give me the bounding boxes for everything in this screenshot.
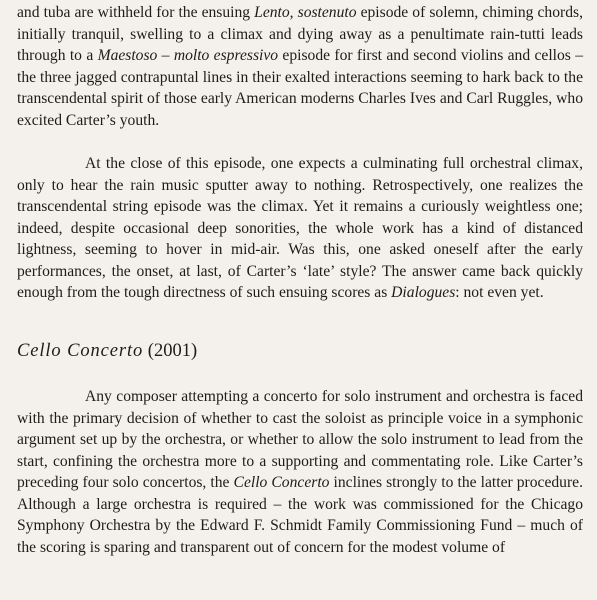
paragraph-1-text-b: episode of solemn, chiming chords, initially tranquil, swelling to a climax and dying away as a penultimate rain-tutti leads through to a xyxy=(17,4,583,64)
paragraph-2-italic-a: Dialogues xyxy=(391,284,456,301)
section-heading-title: Cello Concerto xyxy=(17,341,144,361)
paragraph-2-text-b: : not even yet. xyxy=(455,284,544,301)
paragraph-1-italic-a: Lento, sostenuto xyxy=(254,4,357,21)
section-heading-year: (2001) xyxy=(143,341,198,361)
paragraph-2 xyxy=(17,153,583,304)
paragraph-1-text-a: and tuba are withheld for the ensuing xyxy=(17,4,255,21)
paragraph-1-italic-b: Maestoso – molto espressivo xyxy=(97,47,279,64)
section-heading xyxy=(17,339,197,363)
paragraph-1-text-c: episode for first and second violins and cellos – the three jagged contrapuntal lines in their exalted interactions seeming to hark back to the transcendental spirit of those early American moderns Charles Ives and Carl Ruggles, who excited Carter’s youth. xyxy=(17,47,583,129)
paragraph-2-text-a: At the close of this episode, one expects a culminating full orchestral climax, only to hear the rain music sputter away to nothing. Retrospectively, one realizes the transcendental string episode was the climax. Yet it remains a curiously weightless one; indeed, despite occasional deep sonorities, the whole work has a kind of distanced lightness, seeming to hover in mid-air. Was this, one asked oneself after the early performances, the onset, at last, of Carter’s ‘late’ style? The answer came back quickly enough from the tough directness of such ensuing scores as xyxy=(17,155,583,301)
paragraph-3 xyxy=(17,386,583,558)
paragraph-3-italic-a: Cello Concerto xyxy=(233,474,330,491)
paragraph-1 xyxy=(17,2,583,131)
paragraph-3-text-b: inclines strongly to the latter procedure. Although a large orchestra is required – the work was commissioned for the Chicago Symphony Orchestra by the Edward F. Schmidt Family Commissioning Fund – much of the scoring is sparing and transparent out of concern for the modest volume of xyxy=(17,474,583,556)
paragraph-3-text-a: Any composer attempting a concerto for solo instrument and orchestra is faced with the primary decision of whether to cast the soloist as principle voice in a symphonic argument set up by the orchestra, or whether to allow the solo instrument to lead from the start, confining the orchestra more to a supporting and commentating role. Like Carter’s preceding four solo concertos, the xyxy=(17,388,583,491)
